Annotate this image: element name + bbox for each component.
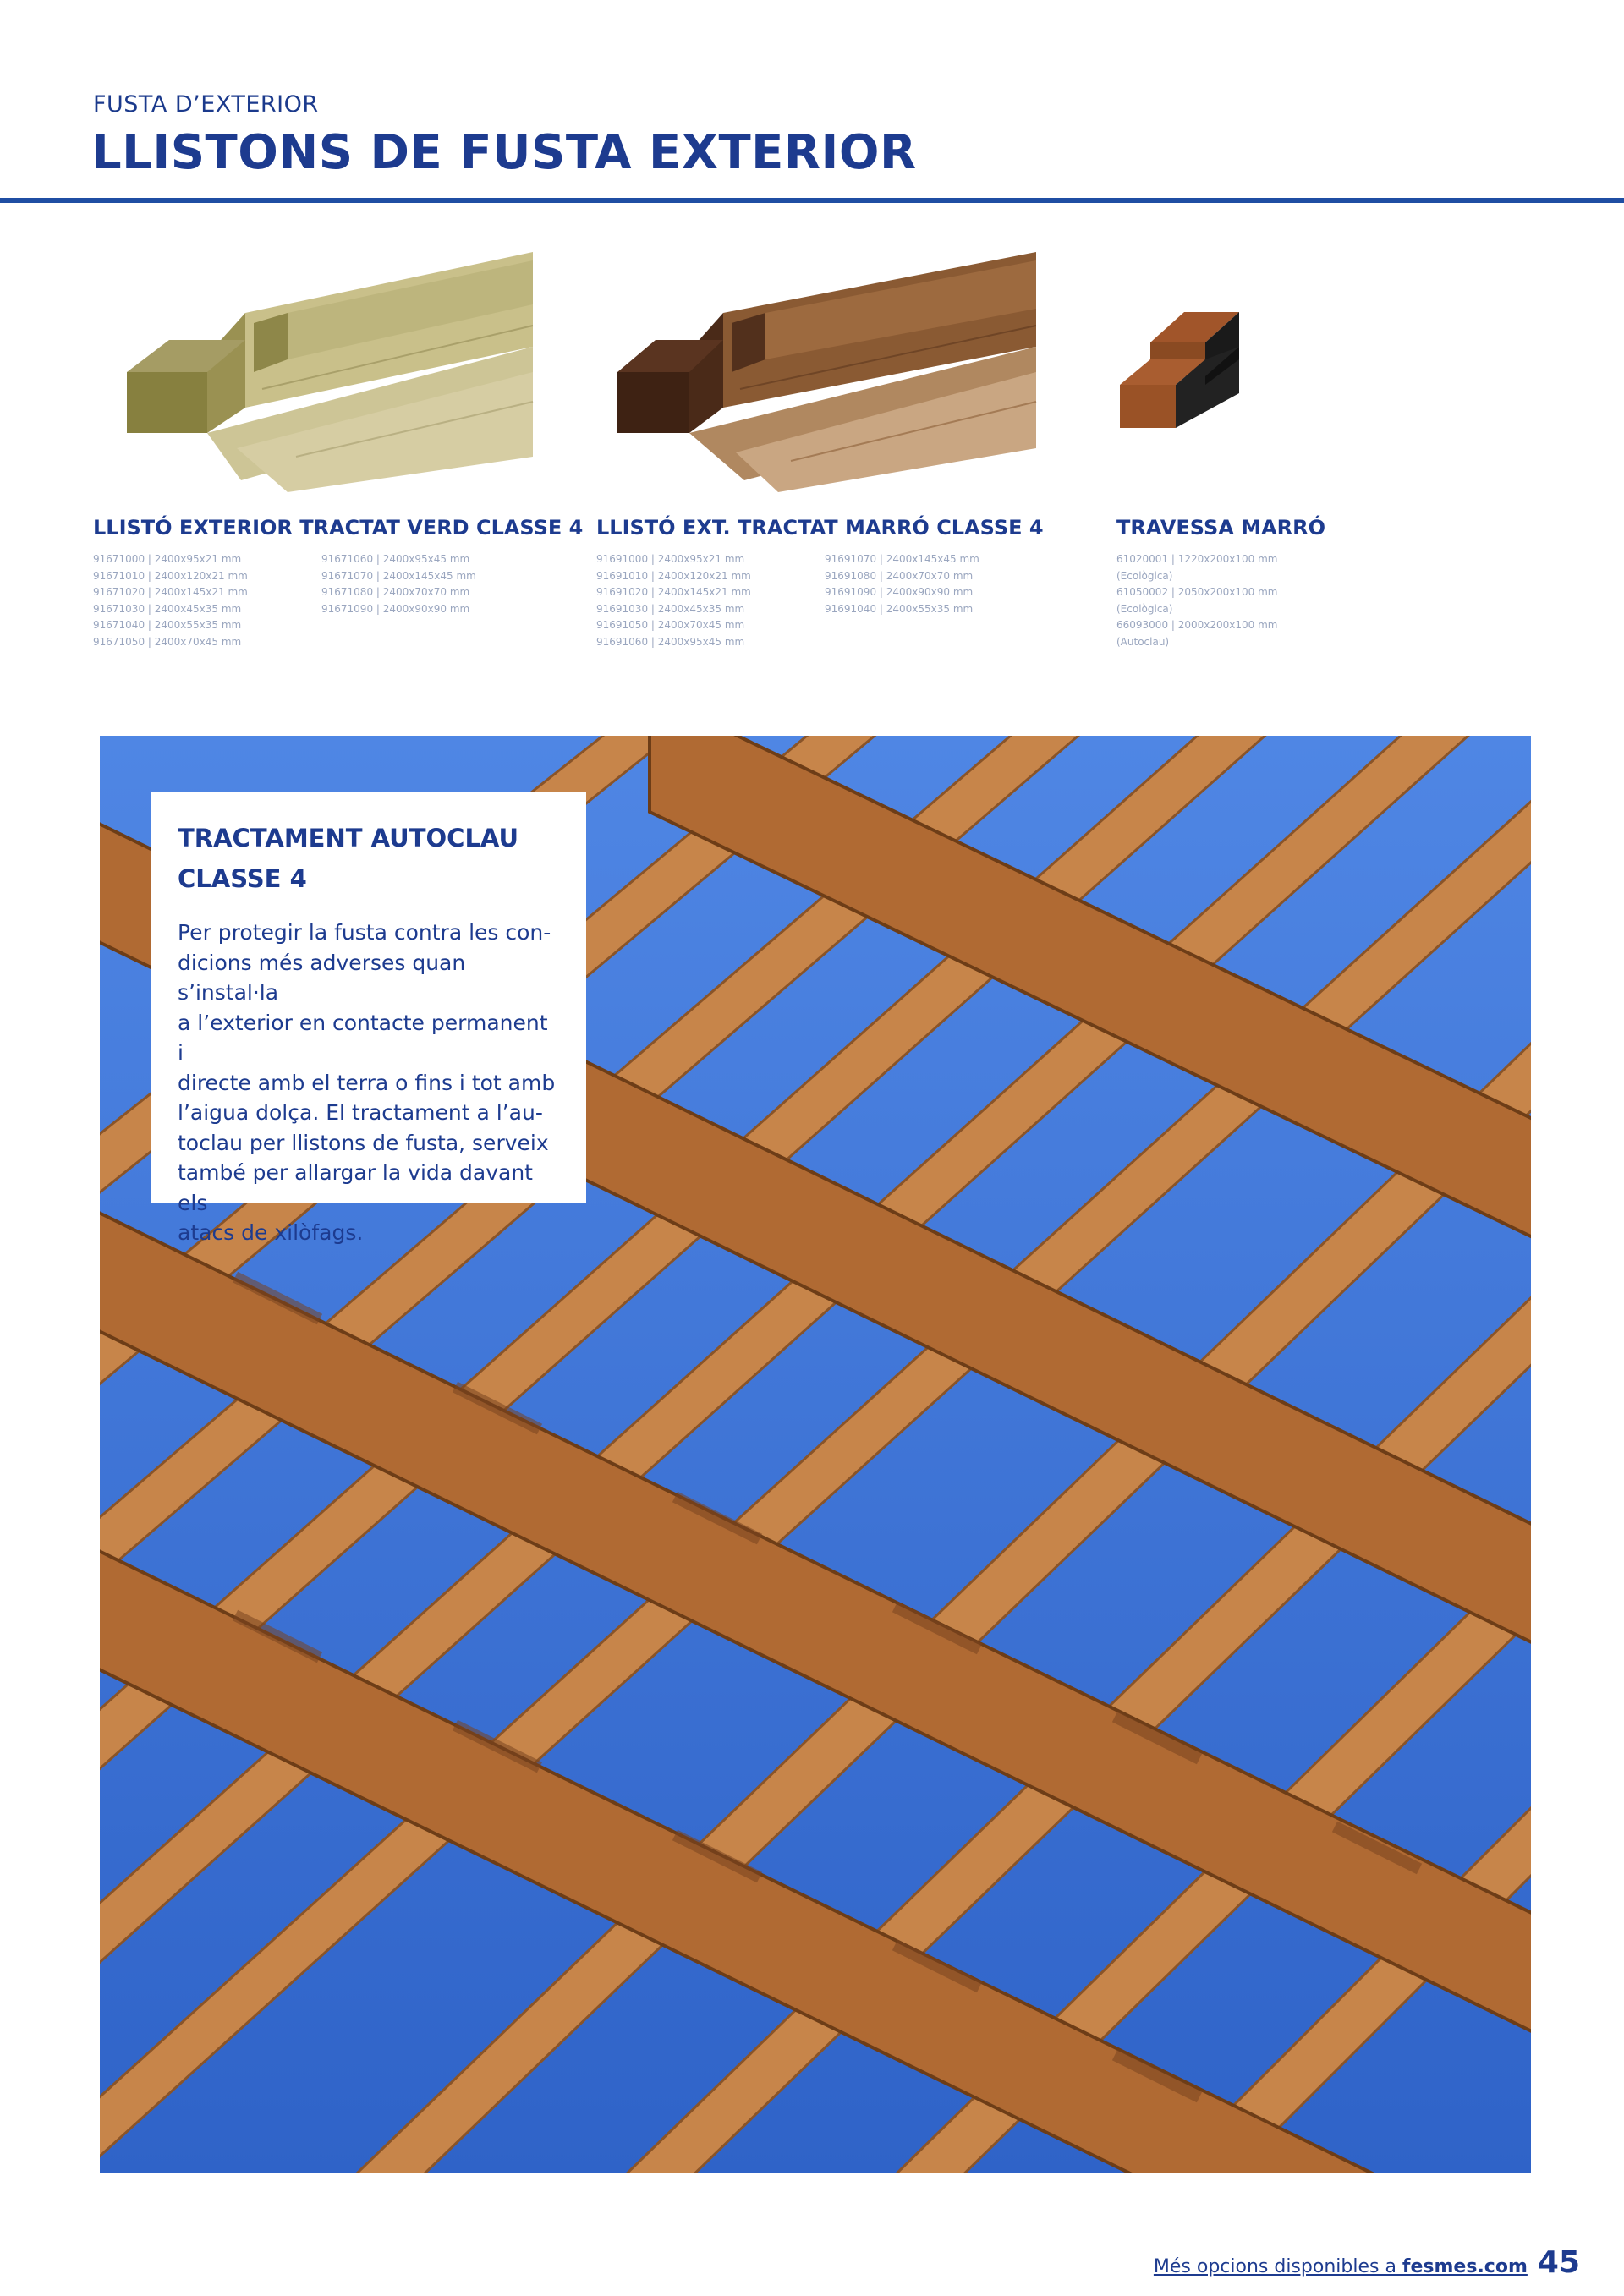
railway-sleeper-photo (1116, 245, 1370, 499)
page-footer (1154, 2245, 1580, 2280)
product-name: LLISTÓ EXTERIOR TRACTAT VERD CLASSE 4 (93, 516, 584, 540)
codes-column-left (596, 551, 799, 650)
code-line: (Ecològica) (1116, 602, 1173, 615)
page-title: LLISTONS DE FUSTA EXTERIOR (91, 125, 917, 180)
code-line: 91691070 | 2400x145x45 mm (825, 553, 979, 565)
info-text-line: dicions més adverses quan s’instal·la (178, 950, 466, 1005)
codes-column-left (1116, 551, 1320, 650)
title-divider (0, 198, 1624, 203)
green-lumber-photo (93, 245, 601, 499)
page-number: 45 (1537, 2245, 1580, 2280)
website-link[interactable] (1154, 2256, 1528, 2277)
product-card-green (93, 245, 601, 648)
product-card-brown (596, 245, 1104, 648)
website-link-prefix: Més opcions disponibles a (1153, 2256, 1402, 2277)
info-title-line2: CLASSE 4 (178, 864, 307, 893)
code-line: 91671050 | 2400x70x45 mm (93, 635, 242, 648)
autoclave-info-box (151, 792, 586, 1245)
code-line: (Ecològica) (1116, 569, 1173, 582)
code-line: 91691040 | 2400x55x35 mm (825, 602, 974, 615)
brown-lumber-photo (596, 245, 1104, 499)
product-codes (93, 551, 524, 650)
code-line: 91671000 | 2400x95x21 mm (93, 553, 242, 565)
code-line: 91691050 | 2400x70x45 mm (596, 619, 745, 631)
info-title-line1: TRACTAMENT AUTOCLAU (178, 824, 519, 852)
code-line: 91671020 | 2400x145x21 mm (93, 586, 248, 598)
code-line: 91671040 | 2400x55x35 mm (93, 619, 242, 631)
code-line: 91671070 | 2400x145x45 mm (321, 569, 476, 582)
info-text-line: toclau per llistons de fusta, serveix (178, 1130, 549, 1155)
code-line: 91691060 | 2400x95x45 mm (596, 635, 745, 648)
product-codes (596, 551, 1028, 650)
code-line: 91691080 | 2400x70x70 mm (825, 569, 974, 582)
section-label: FUSTA D’EXTERIOR (93, 91, 319, 118)
code-line: 91671030 | 2400x45x35 mm (93, 602, 242, 615)
website-link-site: fesmes.com (1402, 2256, 1528, 2277)
product-card-sleeper (1116, 245, 1370, 648)
product-name: LLISTÓ EXT. TRACTAT MARRÓ CLASSE 4 (596, 516, 1044, 540)
code-line: 91691030 | 2400x45x35 mm (596, 602, 745, 615)
info-text-line: atacs de xilòfags. (178, 1220, 364, 1245)
product-name: TRAVESSA MARRÓ (1116, 516, 1326, 540)
code-line: 91671080 | 2400x70x70 mm (321, 586, 470, 598)
code-line: 91671060 | 2400x95x45 mm (321, 553, 470, 565)
info-text-line: l’aigua dolça. El tractament a l’au- (178, 1100, 543, 1125)
code-line: 91671010 | 2400x120x21 mm (93, 569, 248, 582)
code-line: 91691090 | 2400x90x90 mm (825, 586, 974, 598)
code-line: 91691000 | 2400x95x21 mm (596, 553, 745, 565)
code-line: 91691020 | 2400x145x21 mm (596, 586, 751, 598)
codes-column-right (825, 551, 1028, 650)
code-line: 61020001 | 1220x200x100 mm (1116, 553, 1278, 565)
code-line: 66093000 | 2000x200x100 mm (1116, 619, 1278, 631)
product-codes (1116, 551, 1320, 650)
info-text-line: a l’exterior en contacte permanent i (178, 1010, 548, 1065)
code-line: 91691010 | 2400x120x21 mm (596, 569, 751, 582)
code-line: (Autoclau) (1116, 635, 1170, 648)
code-line: 91671090 | 2400x90x90 mm (321, 602, 470, 615)
code-line: 61050002 | 2050x200x100 mm (1116, 586, 1278, 598)
info-text-line: directe amb el terra o fins i tot amb (178, 1070, 556, 1095)
codes-column-left (93, 551, 296, 650)
info-text-line: també per allargar la vida davant els (178, 1160, 533, 1215)
info-text-line: Per protegir la fusta contra les con- (178, 920, 551, 945)
codes-column-right (321, 551, 524, 650)
